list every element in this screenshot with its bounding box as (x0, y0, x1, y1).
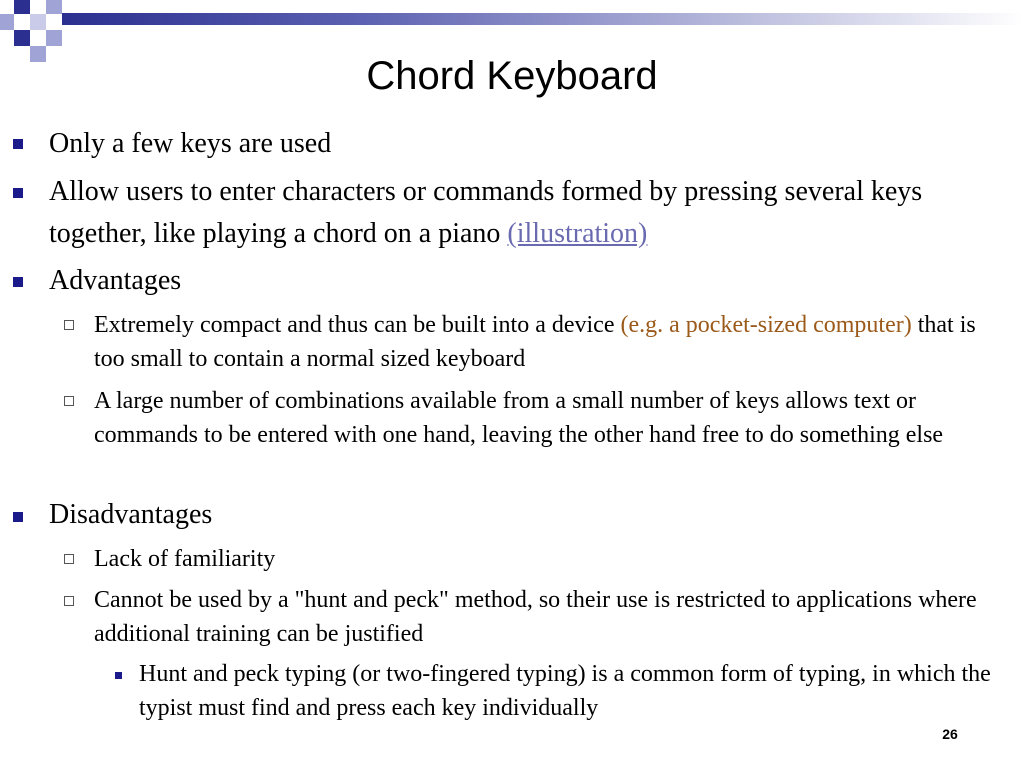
sub-bullet-text: Cannot be used by a "hunt and peck" method, so their use is restricted to applications where additional training can be justified (94, 587, 977, 647)
bullet-square-icon (13, 277, 23, 287)
bullet-square-icon (13, 139, 23, 149)
hollow-square-bullet-icon (64, 554, 74, 564)
small-square-bullet-icon (115, 672, 122, 679)
sub-bullet-part: Extremely compact and thus can be built into a device (94, 312, 621, 338)
illustration-link[interactable]: (illustration) (507, 218, 648, 249)
section-heading-advantages: Advantages (49, 265, 182, 296)
bullet-square-icon (13, 188, 23, 198)
hollow-square-bullet-icon (64, 320, 74, 330)
bullet-text (49, 171, 1009, 255)
example-highlight: (e.g. a pocket-sized computer) (620, 312, 912, 338)
bullet-text: Only a few keys are used (49, 128, 332, 159)
page-number: 26 (942, 726, 958, 742)
sub-bullet-text: Lack of familiarity (94, 546, 276, 572)
bullet-square-icon (13, 512, 23, 522)
section-heading-disadvantages: Disadvantages (49, 499, 213, 530)
sub-bullet-text (94, 308, 1009, 376)
bullet-text-part: Allow users to enter characters or commands formed by pressing several keys together, like playing a chord on a piano (49, 176, 923, 249)
hollow-square-bullet-icon (64, 596, 74, 606)
hollow-square-bullet-icon (64, 396, 74, 406)
slide-title: Chord Keyboard (366, 54, 658, 98)
sub-bullet-part: that is too small to contain a normal sized keyboard (94, 312, 976, 372)
sub-bullet-text: A large number of combinations available from a small number of keys allows text or commands to be entered with one hand, leaving the other hand free to do something else (94, 388, 944, 448)
sub-sub-bullet-text: Hunt and peck typing (or two-fingered typing) is a common form of typing, in which the typist must find and press each key individually (139, 661, 991, 721)
